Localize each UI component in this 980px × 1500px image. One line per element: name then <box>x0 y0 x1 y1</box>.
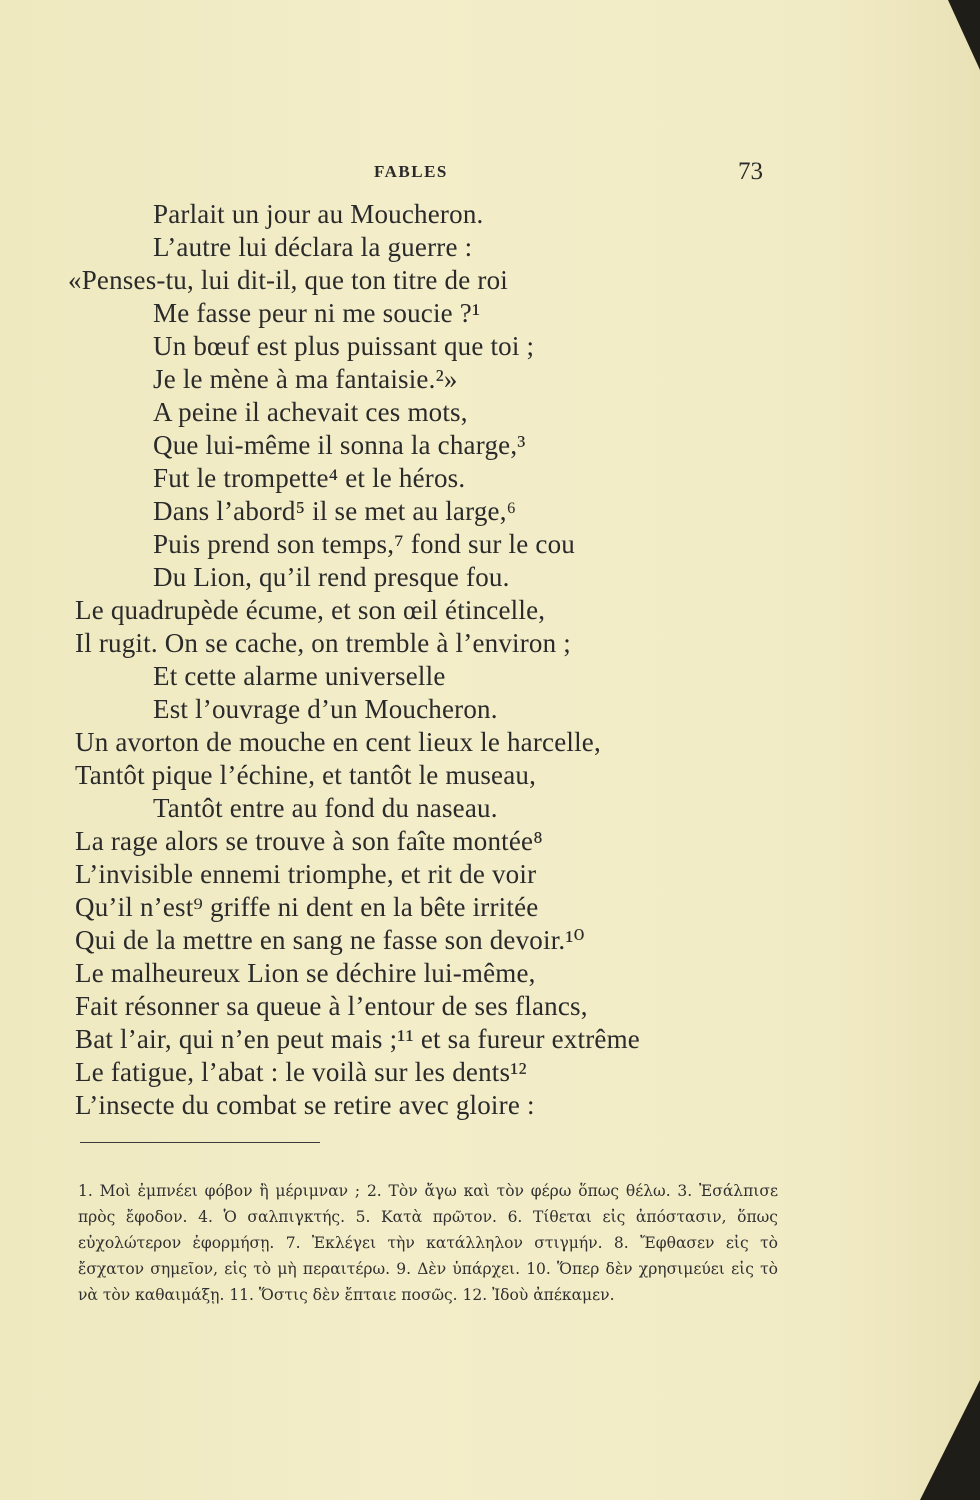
poem-line: L’insecte du combat se retire avec gloire : <box>75 1090 535 1120</box>
poem-line: Tantôt pique l’échine, et tantôt le museau, <box>75 760 537 790</box>
poem-line: A peine il achevait ces mots, <box>153 397 468 427</box>
poem-line: «Penses-tu, lui dit-il, que ton titre de roi <box>68 265 508 295</box>
poem-line: Du Lion, qu’il rend presque fou. <box>153 562 510 592</box>
poem-line: Tantôt entre au fond du naseau. <box>153 793 498 823</box>
poem-line: Un avorton de mouche en cent lieux le harcelle, <box>75 727 601 757</box>
poem-line: Que lui-même il sonna la charge,³ <box>153 430 526 460</box>
poem-line: L’invisible ennemi triomphe, et rit de voir <box>75 859 537 889</box>
poem-line: Le malheureux Lion se déchire lui-même, <box>75 958 536 988</box>
poem-line: Je le mène à ma fantaisie.²» <box>153 364 458 394</box>
poem-line: Parlait un jour au Moucheron. <box>153 199 484 229</box>
poem-line: Me fasse peur ni me soucie ?¹ <box>153 298 481 328</box>
page-corner-shadow-top <box>948 0 980 70</box>
poem-line: Il rugit. On se cache, on tremble à l’environ ; <box>75 628 571 658</box>
poem-line: Puis prend son temps,⁷ fond sur le cou <box>153 529 575 559</box>
footnotes: 1. Μοὶ ἐμπνέει φόβον ἢ μέριμναν ; 2. Τὸν ἄγω καὶ τὸν φέρω ὅπως θέλω. 3. Ἐσάλπισε πρὸς ἔφοδον. 4. Ὁ σαλπιγκτής. 5. Κατὰ πρῶτον. 6. Τίθεται εἰς ἀπόστασιν, ὅπως εὐχολώτερον ἐφορμήσῃ. 7. Ἐκλέγει τὴν κατάλληλον στιγμήν. 8. Ἔφθασεν εἰς τὸ ἔσχατον σημεῖον, εἰς τὸ μὴ περαιτέρω. 9. Δὲν ὑπάρχει. 10. Ὅπερ δὲν χρησιμεύει εἰς τὸ νὰ τὸν καθαιμάξῃ. 11. Ὅστις δὲν ἔπταιε ποσῶς. 12. Ἰδοὺ ἀπέκαμεν. <box>78 1182 778 1304</box>
running-head <box>0 158 980 188</box>
poem-line: La rage alors se trouve à son faîte montée⁸ <box>75 826 543 856</box>
poem-line: Dans l’abord⁵ il se met au large,⁶ <box>153 496 517 526</box>
poem-line: Et cette alarme universelle <box>153 661 446 691</box>
running-title: FABLES <box>374 162 448 181</box>
poem-line: Le quadrupède écume, et son œil étincelle, <box>75 595 546 625</box>
page-number: 73 <box>738 158 763 185</box>
poem-line: Est l’ouvrage d’un Moucheron. <box>153 694 498 724</box>
poem-line: Qu’il n’est⁹ griffe ni dent en la bête irritée <box>75 892 539 922</box>
page-corner-shadow-bottom <box>920 1380 980 1500</box>
footnote-divider <box>80 1142 320 1143</box>
poem-line: Qui de la mettre en sang ne fasse son devoir.¹⁰ <box>75 925 585 955</box>
poem-line: Fut le trompette⁴ et le héros. <box>153 463 466 493</box>
poem-line: Fait résonner sa queue à l’entour de ses flancs, <box>75 991 588 1021</box>
poem-line: Le fatigue, l’abat : le voilà sur les dents¹² <box>75 1057 527 1087</box>
poem-line: Un bœuf est plus puissant que toi ; <box>153 331 535 361</box>
poem-line: L’autre lui déclara la guerre : <box>153 232 473 262</box>
poem-line: Bat l’air, qui n’en peut mais ;¹¹ et sa fureur extrême <box>75 1024 640 1054</box>
